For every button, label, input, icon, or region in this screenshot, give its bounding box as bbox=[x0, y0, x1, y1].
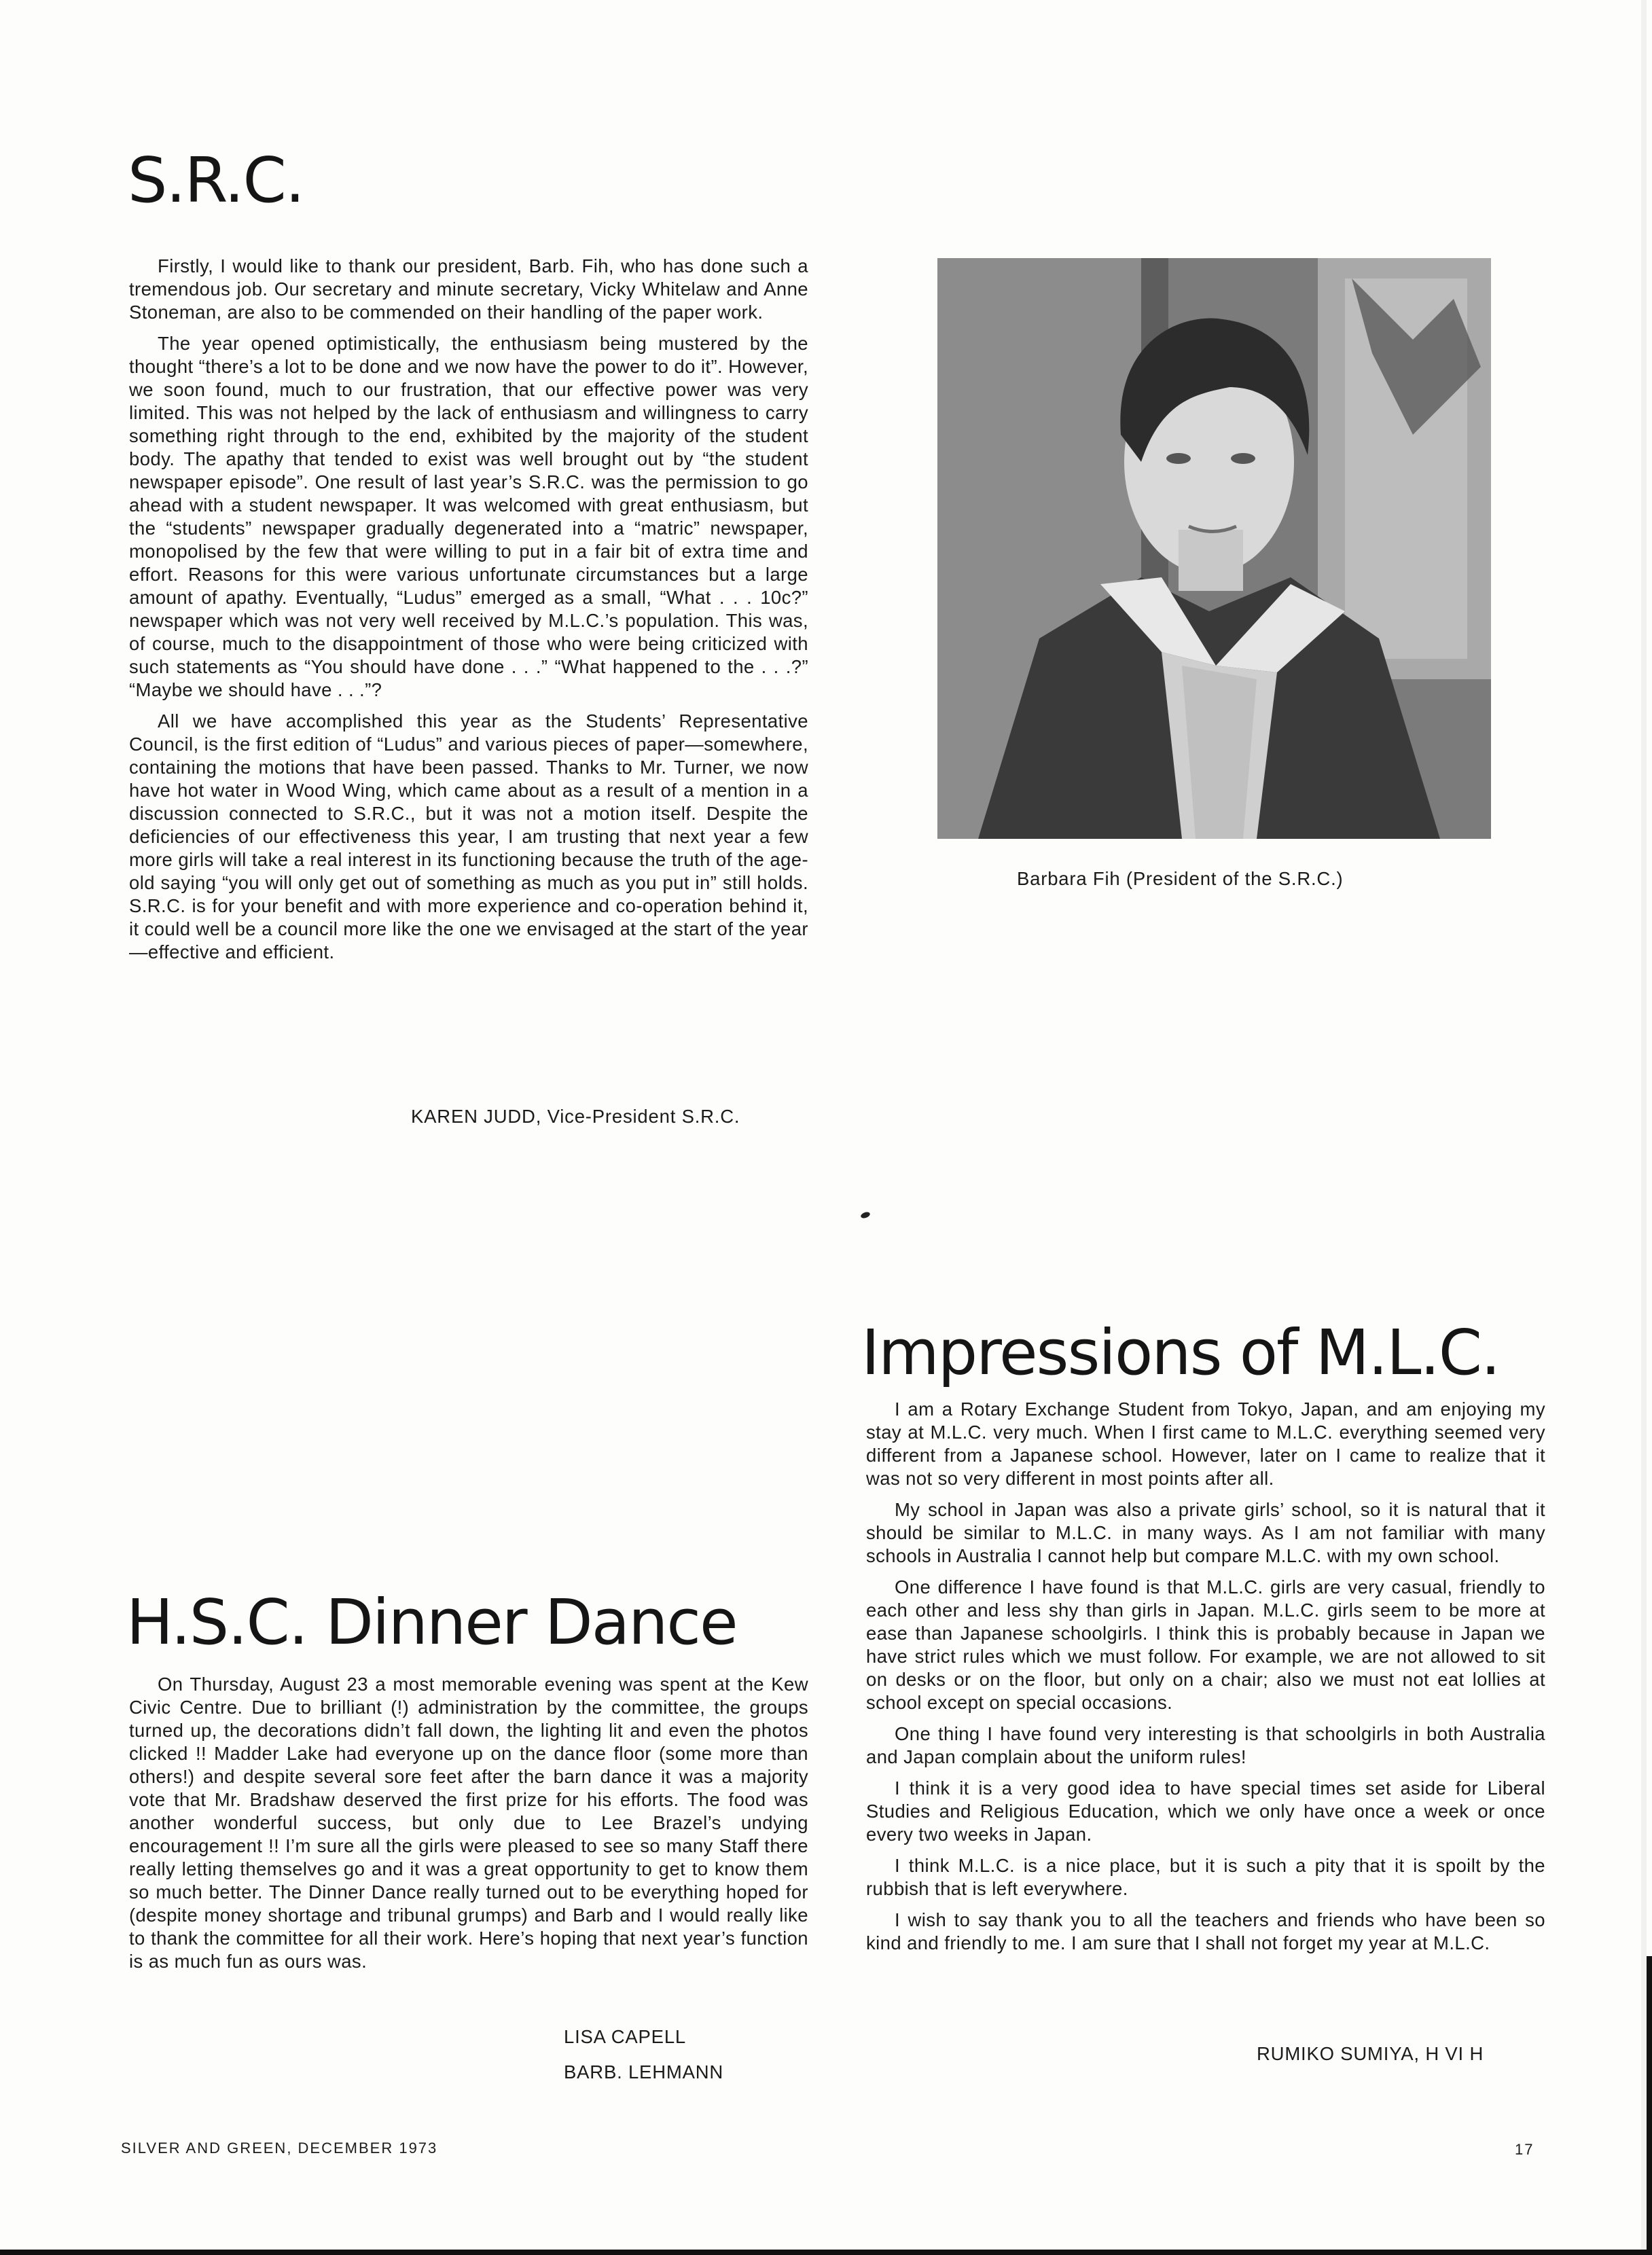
impressions-title: Impressions of M.L.C. bbox=[861, 1316, 1500, 1389]
src-signature: KAREN JUDD, Vice-President S.R.C. bbox=[411, 1106, 740, 1127]
src-paragraph-2: The year opened optimistically, the enthusiasm being mustered by the thought “there’s a lot to be done and we now have the power to do it”. However, we soon found, much to our frustration, that our effective power was very limited. This was not helped by the lack of enthusiasm and willingness to carry something right through to the end, exhibited by the majority of the student body. The apathy that tended to exist was well brought out by “the student newspaper episode”. One result of last year’s S.R.C. was the permission to go ahead with a student newspaper. It was welcomed with great enthusiasm, but the “students” newspaper gradually degenerated into a “matric” newspaper, monopolised by the few that were willing to put in a fair bit of extra time and effort. Reasons for this were various unfortunate circumstances but a large amount of apathy. Eventually, “Ludus” emerged as a small, “What . . . 10c?” newspaper which was not very well received by M.L.C.’s population. This was, of course, much to the disappointment of those who were being criticized with such statements as “You should have done . . .” “What happened to the . . .?” “Maybe we should have . . .”? bbox=[129, 333, 808, 700]
scan-bottom-border bbox=[0, 2250, 1652, 2255]
impressions-paragraph-1: I am a Rotary Exchange Student from Tokyo, Japan, and am enjoying my stay at M.L.C. very much. When I first came to M.L.C. everything seemed very different from a Japanese school. However, later on I came to realize that it was not so very different in most points after all. bbox=[866, 1399, 1545, 1489]
portrait-image bbox=[937, 258, 1491, 839]
impressions-paragraph-4: One thing I have found very interesting is that schoolgirls in both Australia and Japan complain about the uniform rules! bbox=[866, 1723, 1545, 1767]
hsc-paragraph-1: On Thursday, August 23 a most memorable evening was spent at the Kew Civic Centre. Due to brilliant (!) administration by the committee, the groups turned up, the decorations didn’t fall down, the lighting lit and even the photos clicked !! Madder Lake had everyone up on the dance floor (some more than others!) and despite several sore feet after the barn dance it was a majority vote that Mr. Bradshaw deserved the first prize for his efforts. The food was another wonderful success, but only due to Lee Brazel’s undying encouragement !! I’m sure all the girls were pleased to see so many Staff there really letting themselves go and it was a great opportunity to get to know them so much better. The Dinner Dance really turned out to be everything hoped for (despite money shortage and tribunal grumps) and Barb and I would really like to thank the committee for all their work. Here’s hoping that next year’s function is as much fun as ours was. bbox=[129, 1674, 808, 1972]
impressions-paragraph-3: One difference I have found is that M.L.C. girls are very casual, friendly to each other and less shy than girls in Japan. M.L.C. girls seem to be more at ease than Japanese schoolgirls. I think this is probably because in Japan we have strict rules which we must follow. For example, we are not allowed to sit on desks or on the floor, but only on a chair; also we must not eat lollies at school except on special occasions. bbox=[866, 1576, 1545, 1713]
src-title: S.R.C. bbox=[128, 144, 304, 217]
impressions-signature: RUMIKO SUMIYA, H VI H bbox=[1257, 2043, 1484, 2064]
src-body bbox=[129, 255, 808, 972]
src-paragraph-1: Firstly, I would like to thank our president, Barb. Fih, who has done such a tremendous job. Our secretary and minute secretary, Vicky Whitelaw and Anne Stoneman, are also to be commended on their handling of the paper work. bbox=[129, 255, 808, 323]
hsc-title: H.S.C. Dinner Dance bbox=[126, 1586, 737, 1659]
impressions-body bbox=[866, 1398, 1545, 1963]
page-edge-shadow bbox=[1647, 1956, 1652, 2255]
page-number: 17 bbox=[1515, 2141, 1534, 2158]
impressions-paragraph-5: I think it is a very good idea to have special times set aside for Liberal Studies and Religious Education, which we only have once a week or once every two weeks in Japan. bbox=[866, 1778, 1545, 1845]
photo-caption: Barbara Fih (President of the S.R.C.) bbox=[1017, 868, 1344, 889]
publication-footer: SILVER AND GREEN, DECEMBER 1973 bbox=[121, 2140, 438, 2157]
print-speck bbox=[860, 1211, 871, 1219]
president-photo bbox=[937, 258, 1491, 839]
src-paragraph-3: All we have accomplished this year as the Students’ Representative Council, is the first edition of “Ludus” and various pieces of paper—somewhere, containing the motions that have been passed. Thanks to Mr. Turner, we now have hot water in Wood Wing, which came about as a result of a mention in a discussion connected to S.R.C., but it was not a motion itself. Despite the deficiencies of our effectiveness this year, I am trusting that next year a few more girls will take a real interest in its functioning because the truth of the age-old saying “you will only get out of something as much as you put in” still holds. S.R.C. is for your benefit and with more experience and co-operation behind it, it could well be a council more like the one we envisaged at the start of the year—effective and efficient. bbox=[129, 710, 808, 962]
hsc-signature-1: LISA CAPELL bbox=[564, 2026, 687, 2047]
hsc-signature-2: BARB. LEHMANN bbox=[564, 2061, 724, 2082]
hsc-body bbox=[129, 1673, 808, 1981]
impressions-paragraph-2: My school in Japan was also a private girls’ school, so it is natural that it should be similar to M.L.C. in many ways. As I am not familiar with many schools in Australia I cannot help but compare M.L.C. with my own school. bbox=[866, 1499, 1545, 1566]
impressions-paragraph-6: I think M.L.C. is a nice place, but it is such a pity that it is spoilt by the rubbish that is left everywhere. bbox=[866, 1855, 1545, 1899]
page-edge bbox=[1641, 0, 1647, 2255]
impressions-paragraph-7: I wish to say thank you to all the teachers and friends who have been so kind and friendly to me. I am sure that I shall not forget my year at M.L.C. bbox=[866, 1909, 1545, 1953]
